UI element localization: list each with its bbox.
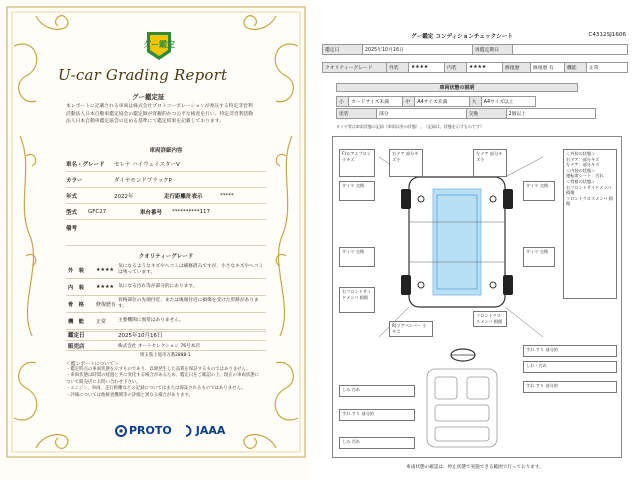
size-legend: 小 カードサイズ未満 中 A4サイズ未満 大 A4サイズ以上 xyxy=(336,96,536,107)
vehicle-row-color: カラー ダイヤモンドブラックP xyxy=(66,172,266,188)
box-tire-rear-right: ダイヤ 交換 xyxy=(523,247,555,267)
sheet-code: C4312SJ1606 xyxy=(588,32,626,38)
notes-head: ＜鑑レポートについて＞ xyxy=(66,362,119,367)
grade-row-exterior: 外 装 ★★★★ 気になるようなキズやヘコミは補修済みですが、小さなキズやヘコミは残っています。 xyxy=(66,262,266,279)
box-seat-4: しみ 汚れ xyxy=(339,385,415,397)
proto-logo: PROTO xyxy=(115,424,172,437)
dealer-address: 埼玉県上尾市五番2888-1 xyxy=(140,353,191,358)
box-seat-1: すれ すり 部分的 xyxy=(523,345,617,357)
box-seat-5: すれ すり 部分的 xyxy=(339,409,415,421)
vehicle-row-note: 備考 xyxy=(66,220,266,246)
box-rear-side: フロントクロスメンバ 損傷 xyxy=(473,311,507,327)
legend-title: 車両状態の説明 xyxy=(336,83,578,92)
date-table: 鑑定日 2025年10月16日 再鑑定期日 xyxy=(322,44,628,55)
box-tire-front-left: ダイヤ 交換 xyxy=(339,181,375,201)
report-title: U-car Grading Report xyxy=(58,66,228,84)
notes: ・鑑定時点の車両状態を示すものであり、以降発生した品質を保証するものではありません。 ・車両状態は時間の経過と共に変化する場合があるため、鑑定日をご確認の上、現在の車両状態について販売店にお問い合わせ下さい。 ・エンジン、車両、走行距離などの記録についてはまたは保証されるものではありません。 ・評価については他検査機関等の評価と異なる場合があります。 xyxy=(66,367,260,398)
sheet-title: グー鑑定 コンディションチェックシート xyxy=(411,34,513,40)
cert-name: グー鑑定証 xyxy=(132,93,165,101)
quality-table: クオリティーグレード 外装 ★★★★ 内装 ★★★★ 修復歴 修復歴 有 機能 正常 xyxy=(322,62,628,73)
dealer-row: 販売店 株式会社 オートセレクション 76号本店 xyxy=(66,341,266,351)
bottom-note: 車両状態の確認は、停止状態で実施できる範囲で行っております。 xyxy=(406,465,544,470)
footer-logos xyxy=(115,424,225,437)
box-condition-summary: ＜外装の状態＞ 右ドア：部分キズ 左ドア：部分キズ ＜内装の状態＞ 運転席シート：汚れ ＜骨格の状態＞ 右フロントサイドメンバ 損傷 フロントクロスメンバ 損傷 xyxy=(563,149,617,299)
car-top-view xyxy=(379,157,543,337)
legend-note: タイヤ等は車両状態の記録（車両以外の状態）。（記録は、状態を示すものです） xyxy=(336,124,484,129)
grading-certificate xyxy=(0,0,312,480)
grade-row-interior: 内 装 ★★★★ 気になる汚れ等が部分的にあります。 xyxy=(66,279,266,296)
grade-row-function: 機 能 正常 主要機関に異常はありません。 xyxy=(66,313,266,330)
box-front-bumper: F)ロアエプロン 小キズ xyxy=(339,149,375,177)
vehicle-row-year: 年式 2022年 走行距離計表示 ***** xyxy=(66,188,266,204)
vehicle-row-model: 型式 GFC27 車台番号 **********117 xyxy=(66,204,266,220)
box-right-front: 左ドア 部分キズ小 xyxy=(473,149,507,177)
interior-seat-view xyxy=(427,369,497,447)
cert-intro: 本レポートに記載される車両は株式会社プロトコーポレーションが委託する特定非営利活動法人日本自動車鑑定協会の鑑定師が客観的かつ公平な検査を行い、特定非営利活動法人日本自動車鑑定協会の定める基準にて鑑定結果を記載しております。 xyxy=(66,104,254,125)
jaaa-logo: JAAA xyxy=(184,424,226,437)
appraisal-date-row: 鑑定日 2025年10月16日 xyxy=(66,330,266,341)
box-seat-3: すれ すり 部分的 xyxy=(523,381,617,393)
box-seat-2: しわ・汚れ xyxy=(523,361,617,373)
vehicle-row-name: 車名・グレード セレナ ハイウェイスターV xyxy=(66,156,266,172)
box-seat-6: しみ 汚れ xyxy=(339,437,415,449)
vehicle-diagram xyxy=(332,136,622,458)
logo-text: グー鑑定 xyxy=(143,40,175,49)
mark-legend: 塗装 部分 交換 2個以上 xyxy=(336,108,596,119)
box-tire-rear-left: ダイヤ 交換 xyxy=(339,247,375,267)
jaaa-mark-icon xyxy=(184,425,194,437)
box-front-side: 右フロントサイドメンバ 損傷 xyxy=(339,287,375,313)
steering-wheel-icon xyxy=(451,349,475,361)
vehicle-section-head: 車両詳細内容 xyxy=(149,148,183,154)
box-tire-front-right: ダイヤ 交換 xyxy=(523,181,555,201)
box-rear-bumper: R)リアバンパー 小キズ xyxy=(389,321,433,337)
quality-section-head: クオリティーグレード xyxy=(138,254,194,260)
grade-row-frame: 骨 格 修復歴有 骨格部位の先端付近、または後端付近に損傷を受けた形跡があります。 xyxy=(66,296,266,313)
condition-check-sheet xyxy=(318,28,632,472)
box-left-front: 右ドア 部分キズ小 xyxy=(389,149,423,177)
goo-kantei-logo xyxy=(143,30,175,62)
proto-mark-icon xyxy=(115,425,127,437)
